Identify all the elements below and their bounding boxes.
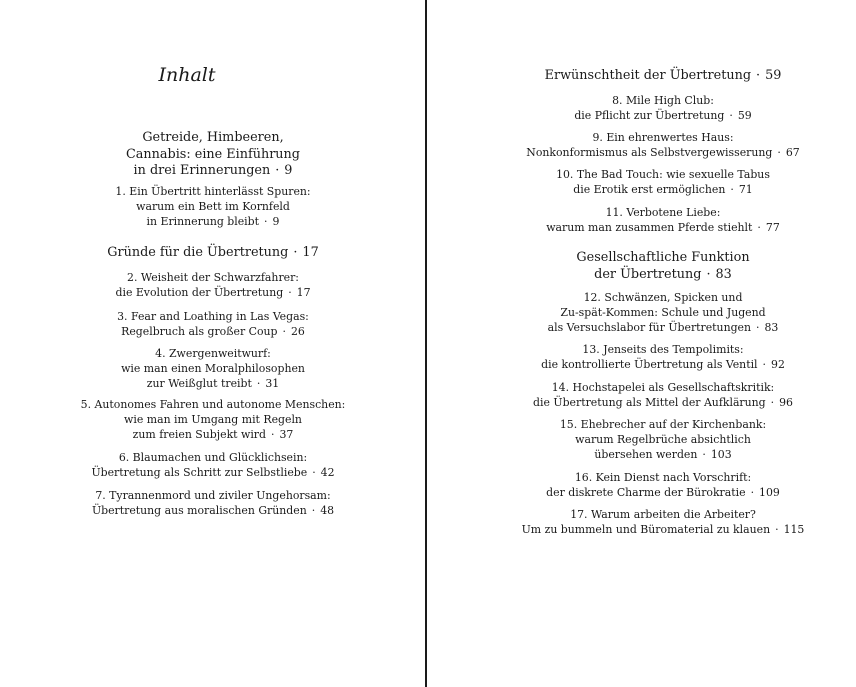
- toc-heading: Inhalt: [158, 64, 216, 86]
- entry-text: die Pflicht zur Übertretung: [574, 109, 725, 123]
- entry-line: [40, 376, 386, 391]
- dot-separator: ·: [311, 504, 316, 518]
- dot-separator: ·: [293, 245, 298, 260]
- page-number: 31: [265, 377, 280, 391]
- entry-text: übersehen werden: [594, 448, 698, 462]
- page-number: 17: [302, 245, 319, 260]
- dot-separator: ·: [729, 109, 733, 123]
- entry-text: Um zu bummeln und Büromaterial zu klauen: [521, 523, 771, 537]
- entry-text: Nonkonformismus als Selbstvergewisserung: [526, 146, 773, 160]
- entry-line: 17. Warum arbeiten die Arbeiter?: [570, 508, 756, 521]
- dot-separator: ·: [264, 215, 268, 229]
- chapter-entry: [40, 270, 386, 300]
- dot-separator: ·: [275, 163, 280, 178]
- entry-text: die kontrollierte Übertretung als Ventil: [541, 358, 758, 372]
- entry-text: warum man zusammen Pferde stiehlt: [546, 221, 753, 235]
- chapter-entry: [40, 488, 386, 518]
- dot-separator: ·: [730, 183, 734, 197]
- page-number: 96: [779, 396, 793, 410]
- entry-line: Zu-spät-Kommen: Schule und Jugend: [560, 306, 766, 320]
- entry-line: [498, 145, 828, 160]
- entry-text: als Versuchslabor für Übertretungen: [547, 321, 752, 335]
- part-entry: [498, 68, 828, 85]
- entry-line: [40, 427, 386, 442]
- entry-line: 9. Ein ehrenwertes Haus:: [592, 131, 734, 144]
- entry-text: Übertretung aus moralischen Gründen: [91, 504, 307, 518]
- page-number: 71: [738, 183, 753, 197]
- dot-separator: ·: [775, 523, 779, 537]
- page-number: 9: [284, 163, 293, 178]
- page-number: 115: [783, 523, 805, 537]
- chapter-entry: [498, 130, 828, 160]
- chapter-entry: [498, 205, 828, 235]
- entry-line: 14. Hochstapelei als Gesellschaftskritik:: [551, 381, 775, 394]
- entry-line: 15. Ehebrecher auf der Kirchenbank:: [559, 418, 767, 431]
- chapter-entry: [40, 450, 386, 480]
- entry-line: 13. Jenseits des Tempolimits:: [582, 343, 744, 356]
- entry-line: [40, 465, 386, 480]
- part-entry: [40, 130, 386, 180]
- page-number: 26: [290, 325, 305, 339]
- dot-separator: ·: [706, 266, 711, 282]
- entry-line: [40, 214, 386, 229]
- entry-text: die Erotik erst ermöglichen: [573, 183, 726, 197]
- entry-line: [498, 522, 828, 537]
- entry-text: der diskrete Charme der Bürokratie: [546, 486, 746, 500]
- entry-line: [498, 68, 828, 85]
- chapter-entry: [498, 342, 828, 372]
- chapter-entry: [40, 309, 386, 339]
- entry-line: 11. Verbotene Liebe:: [605, 206, 721, 219]
- entry-line: [40, 503, 386, 518]
- entry-line: Cannabis: eine Einführung: [125, 146, 300, 162]
- entry-text: der Übertretung: [594, 266, 702, 282]
- entry-line: [498, 182, 828, 197]
- entry-line: warum ein Bett im Kornfeld: [136, 200, 290, 214]
- dot-separator: ·: [756, 321, 760, 335]
- entry-line: [40, 163, 386, 180]
- entry-text: Erwünschtheit der Übertretung: [544, 68, 752, 83]
- chapter-entry: [498, 290, 828, 336]
- dot-separator: ·: [271, 428, 275, 442]
- entry-line: 6. Blaumachen und Glücklichsein:: [118, 451, 308, 464]
- entry-line: [498, 108, 828, 123]
- entry-text: in drei Erinnerungen: [133, 163, 271, 178]
- entry-text: Regelbruch als großer Coup: [121, 325, 278, 339]
- chapter-entry: [498, 470, 828, 500]
- entry-text: in Erinnerung bleibt: [146, 215, 260, 229]
- entry-line: 1. Ein Übertritt hinterlässt Spuren:: [115, 185, 311, 198]
- entry-line: [40, 285, 386, 300]
- page-number: 92: [771, 358, 785, 372]
- entry-line: [498, 395, 828, 410]
- page-number: 103: [710, 448, 732, 462]
- dot-separator: ·: [757, 221, 761, 235]
- entry-line: [498, 447, 828, 462]
- entry-line: [498, 267, 828, 284]
- entry-line: 2. Weisheit der Schwarzfahrer:: [127, 271, 299, 284]
- part-entry: [40, 245, 386, 262]
- entry-text: zum freien Subjekt wird: [132, 428, 266, 442]
- entry-line: wie man einen Moralphilosophen: [121, 362, 305, 376]
- entry-line: [40, 324, 386, 339]
- entry-line: warum Regelbrüche absichtlich: [575, 433, 751, 447]
- dot-separator: ·: [288, 286, 292, 300]
- entry-line: 4. Zwergenweitwurf:: [155, 347, 271, 360]
- entry-line: 7. Tyrannenmord und ziviler Ungehorsam:: [95, 489, 331, 502]
- entry-text: Gründe für die Übertretung: [107, 245, 289, 260]
- page-number: 37: [279, 428, 294, 442]
- chapter-entry: [40, 397, 386, 443]
- entry-line: Getreide, Himbeeren,: [142, 130, 284, 145]
- page-number: 83: [764, 321, 779, 335]
- entry-line: [498, 357, 828, 372]
- entry-line: 10. The Bad Touch: wie sexuelle Tabus: [556, 168, 770, 181]
- dot-separator: ·: [770, 396, 775, 410]
- entry-text: Übertretung als Schritt zur Selbstliebe: [91, 466, 308, 480]
- page-number: 42: [320, 466, 335, 480]
- dot-separator: ·: [312, 466, 316, 480]
- entry-line: 16. Kein Dienst nach Vorschrift:: [574, 471, 752, 484]
- right-page: [428, 0, 856, 687]
- page-number: 59: [737, 109, 752, 123]
- page-number: 109: [759, 486, 780, 500]
- chapter-entry: [498, 507, 828, 537]
- page-number: 48: [320, 504, 335, 518]
- chapter-entry: [498, 93, 828, 123]
- entry-text: die Evolution der Übertretung: [115, 286, 284, 300]
- dot-separator: ·: [777, 146, 781, 160]
- left-page: [0, 0, 426, 687]
- chapter-entry: [498, 417, 828, 463]
- chapter-entry: [498, 167, 828, 197]
- entry-line: 8. Mile High Club:: [612, 94, 714, 107]
- page-number: 9: [272, 215, 280, 229]
- entry-line: 5. Autonomes Fahren und autonome Menschen:: [80, 398, 346, 411]
- entry-line: 12. Schwänzen, Spicken und: [583, 291, 743, 304]
- entry-line: Gesellschaftliche Funktion: [576, 250, 750, 265]
- page-number: 59: [765, 68, 782, 83]
- chapter-entry: [40, 346, 386, 392]
- entry-line: [498, 320, 828, 335]
- dot-separator: ·: [702, 448, 706, 462]
- page-number: 67: [785, 146, 800, 160]
- entry-line: [498, 220, 828, 235]
- entry-line: [498, 485, 828, 500]
- dot-separator: ·: [750, 486, 755, 500]
- entry-line: 3. Fear and Loathing in Las Vegas:: [117, 310, 309, 323]
- entry-text: die Übertretung als Mittel der Aufklärung: [533, 396, 766, 410]
- page-number: 83: [715, 266, 732, 282]
- dot-separator: ·: [256, 377, 261, 391]
- entry-line: wie man im Umgang mit Regeln: [124, 413, 302, 427]
- page-number: 77: [765, 221, 780, 235]
- chapter-entry: [40, 184, 386, 230]
- chapter-entry: [498, 380, 828, 410]
- dot-separator: ·: [762, 358, 767, 372]
- entry-line: [40, 245, 386, 262]
- page-gutter-divider: [425, 0, 427, 687]
- dot-separator: ·: [282, 325, 286, 339]
- part-entry: [498, 250, 828, 283]
- dot-separator: ·: [756, 68, 761, 83]
- page-number: 17: [296, 286, 311, 300]
- entry-text: zur Weißglut treibt: [146, 377, 252, 391]
